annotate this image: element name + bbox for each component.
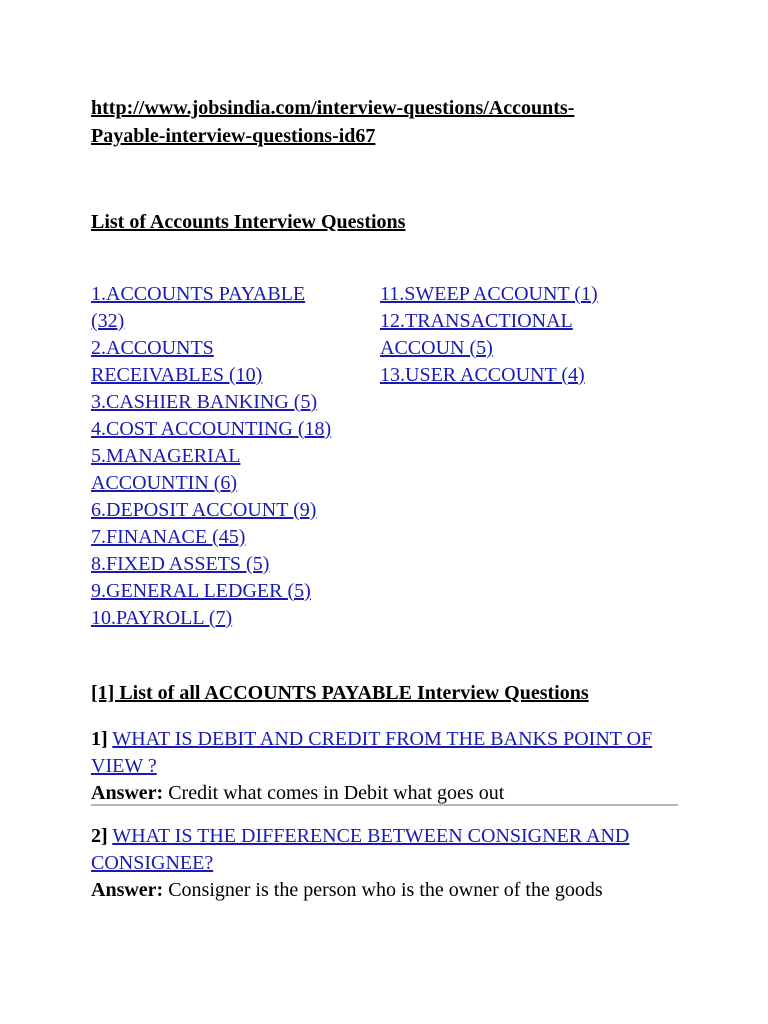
source-url-line-1: http://www.jobsindia.com/interview-questions/Accounts- [91, 97, 575, 119]
category-list-left [91, 281, 376, 632]
category-item [91, 524, 376, 551]
category-link-line: 12.TRANSACTIONAL [380, 310, 573, 332]
category-item [380, 362, 670, 389]
category-list-right [380, 281, 670, 389]
category-link[interactable] [91, 605, 376, 632]
answer-text: Credit what comes in Debit what goes out [168, 782, 505, 804]
category-link[interactable] [91, 443, 376, 497]
answer-text: Consigner is the person who is the owner of the goods [168, 879, 603, 901]
category-item [91, 497, 376, 524]
category-item [91, 443, 376, 497]
category-link[interactable] [91, 389, 376, 416]
qa-item [91, 823, 681, 904]
category-item [380, 308, 670, 362]
question-number: 2] [91, 825, 108, 847]
category-item [380, 281, 670, 308]
category-link-line: ACCOUN (5) [380, 337, 493, 359]
answer-label: Answer: [91, 782, 164, 804]
category-link-line: 1.ACCOUNTS PAYABLE [91, 283, 306, 305]
answer-label: Answer: [91, 879, 164, 901]
category-link[interactable] [380, 362, 670, 389]
question-number: 1] [91, 728, 108, 750]
question-link[interactable]: WHAT IS THE DIFFERENCE BETWEEN CONSIGNER AND CONSIGNEE? [91, 825, 630, 874]
category-link-line: 6.DEPOSIT ACCOUNT (9) [91, 499, 317, 521]
category-link-line: 2.ACCOUNTS [91, 337, 214, 359]
category-link[interactable] [380, 281, 670, 308]
category-link[interactable] [380, 308, 670, 362]
category-link-line: 8.FIXED ASSETS (5) [91, 553, 270, 575]
category-item [91, 335, 376, 389]
category-link[interactable] [91, 578, 376, 605]
category-link-line: 13.USER ACCOUNT (4) [380, 364, 585, 386]
qa-item [91, 726, 681, 807]
category-link[interactable] [91, 497, 376, 524]
category-link-line: 10.PAYROLL (7) [91, 607, 233, 629]
category-link-line: 4.COST ACCOUNTING (18) [91, 418, 332, 440]
category-item [91, 551, 376, 578]
category-link[interactable] [91, 416, 376, 443]
list-heading: List of Accounts Interview Questions [91, 211, 406, 233]
category-link[interactable] [91, 551, 376, 578]
category-item [91, 416, 376, 443]
divider [91, 804, 678, 806]
category-link-line: 9.GENERAL LEDGER (5) [91, 580, 311, 602]
category-item [91, 605, 376, 632]
category-link[interactable] [91, 524, 376, 551]
category-link-line: (32) [91, 310, 125, 332]
category-link-line: 11.SWEEP ACCOUNT (1) [380, 283, 598, 305]
source-url-line-2: Payable-interview-questions-id67 [91, 125, 376, 147]
category-item [91, 281, 376, 335]
category-link-line: 3.CASHIER BANKING (5) [91, 391, 318, 413]
category-link[interactable] [91, 335, 376, 389]
category-item [91, 389, 376, 416]
category-link-line: 7.FINANACE (45) [91, 526, 246, 548]
section-heading: [1] List of all ACCOUNTS PAYABLE Interview Questions [91, 682, 589, 704]
category-link[interactable] [91, 281, 376, 335]
question-link[interactable]: WHAT IS DEBIT AND CREDIT FROM THE BANKS POINT OF VIEW ? [91, 728, 653, 777]
source-url [91, 94, 691, 150]
category-item [91, 578, 376, 605]
category-link-line: RECEIVABLES (10) [91, 364, 263, 386]
category-link-line: ACCOUNTIN (6) [91, 472, 238, 494]
category-link-line: 5.MANAGERIAL [91, 445, 241, 467]
